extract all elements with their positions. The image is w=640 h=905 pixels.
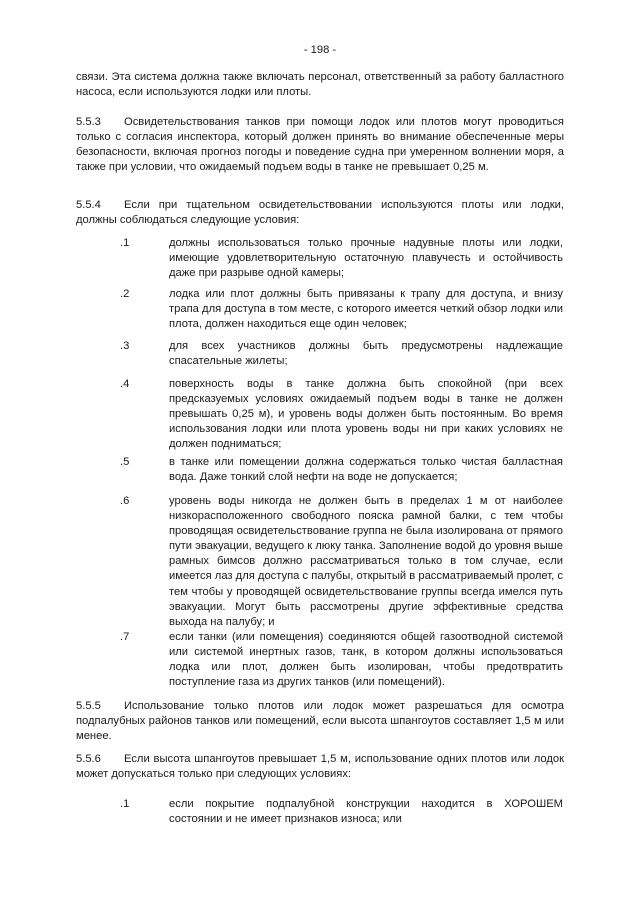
- item-text: лодка или плот должны быть привязаны к трапу для доступа, и внизу трапа для доступа в том месте, с которого имеется четкий обзор лодки или плота, должен находиться еще один человек;: [169, 288, 563, 331]
- section-text: Использование только плотов или лодок может разрешаться для осмотра подпалубных районов танков или помещений, если высота шпангоутов составляет 1,5 м или менее.: [76, 700, 564, 743]
- item-number: .6: [120, 495, 130, 507]
- section-5-5-3: [76, 115, 564, 175]
- item-number: .2: [120, 288, 130, 300]
- section-5-5-5: [76, 699, 564, 744]
- section-text: Если высота шпангоутов превышает 1,5 м, использование одних плотов или лодок может допускаться только при следующих условиях:: [76, 753, 564, 781]
- item-text: если танки (или помещения) соединяются общей газоотводной системой или системой инертных газов, танк, в котором должны использоваться лодка или плот, должен быть изолирован, чтобы предотвратить поступление газа из других танков (или помещений).: [169, 631, 563, 689]
- item-number: .1: [120, 237, 130, 249]
- item-number: .1: [120, 798, 130, 810]
- item-number: .4: [120, 378, 130, 390]
- item-text: поверхность воды в танке должна быть спокойной (при всех предсказуемых условиях ожидаемый подъем воды в танке не должен превышать 0,25 м), и уровень воды должен быть постоянным. Во время использования лодки или плота уровень воды ни при каких условиях не должен подниматься;: [169, 378, 563, 451]
- page-number: - 198 -: [303, 44, 337, 56]
- section-number: 5.5.6: [76, 753, 101, 765]
- item-text: для всех участников должны быть предусмотрены надлежащие спасательные жилеты;: [169, 340, 563, 368]
- section-5-5-6: [76, 752, 564, 782]
- section-number: 5.5.5: [76, 700, 101, 712]
- item-text: если покрытие подпалубной конструкции находится в ХОРОШЕМ состоянии и не имеет признаков износа; или: [169, 798, 563, 826]
- section-text: Если при тщательном освидетельствовании используются плоты или лодки, должны соблюдаться следующие условия:: [76, 199, 564, 227]
- section-number: 5.5.3: [76, 116, 101, 128]
- item-number: .3: [120, 340, 130, 352]
- section-text: Освидетельствования танков при помощи лодок или плотов могут проводиться только с согласия инспектора, который должен принять во внимание обеспеченные меры безопасности, включая прогноз погоды и поведение судна при умеренном волнении моря, а также при условии, что ожидаемый подъем воды в танке не превышает 0,25 м.: [76, 116, 564, 174]
- item-number: .5: [120, 456, 130, 468]
- section-number: 5.5.4: [76, 199, 101, 211]
- item-text: уровень воды никогда не должен быть в пределах 1 м от наиболее низкорасположенного свободного пояска рамной балки, с тем чтобы проводящая освидетельствование группа не была изолирована от прямого пути эвакуации, ведущего к люку танка. Заполнение водой до уровня выше рамных бимсов должно рассматриваться только в том случае, если имеется лаз для доступа с палубы, открытый в рассматриваемый пролет, с тем чтобы у проводящей освидетельствование группы всегда имелся путь эвакуации. Могут быть рассмотрены другие эффективные средства выхода на палубу; и: [169, 495, 563, 628]
- item-text: в танке или помещении должна содержаться только чистая балластная вода. Даже тонкий слой нефти на воде не допускается;: [169, 456, 563, 484]
- item-text: должны использоваться только прочные надувные плоты или лодки, имеющие удовлетворительную остаточную плавучесть и остойчивость даже при разрыве одной камеры;: [169, 237, 563, 280]
- item-number: .7: [120, 631, 130, 643]
- intro-paragraph: связи. Эта система должна также включать персонал, ответственный за работу балластного насоса, если используются лодки или плоты.: [76, 71, 564, 99]
- section-5-5-4: [76, 198, 564, 228]
